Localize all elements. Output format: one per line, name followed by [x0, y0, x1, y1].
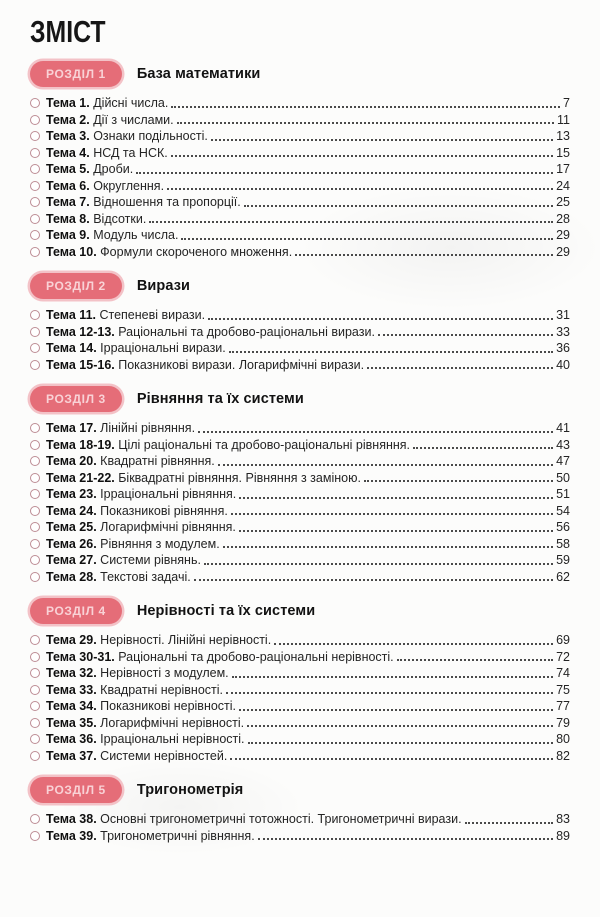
circle-checkbox-icon [30, 668, 40, 678]
dotted-leader [230, 758, 553, 760]
section-title: База математики [136, 65, 261, 82]
topic-page-number: 24 [556, 178, 570, 193]
topic-text: Показникові нерівності. [96, 699, 237, 713]
section-header [30, 385, 570, 412]
topic-label: Тема 28. [46, 569, 97, 584]
circle-checkbox-icon [30, 214, 40, 224]
topic-label: Тема 30-31. [46, 649, 115, 664]
dotted-leader [248, 742, 554, 744]
topic-text: Квадратні нерівності. [96, 682, 223, 697]
toc-row [30, 698, 570, 715]
circle-checkbox-icon [30, 310, 40, 320]
topic-label: Тема 25. [46, 520, 97, 534]
circle-checkbox-icon [30, 718, 40, 728]
topic-page-number: 33 [556, 324, 570, 339]
topic-page-number: 43 [556, 437, 570, 452]
topic-page-number: 15 [556, 145, 570, 160]
topic-label: Тема 21-22. [46, 470, 115, 485]
circle-checkbox-icon [30, 456, 40, 466]
topic-page-number: 29 [556, 244, 570, 259]
circle-checkbox-icon [30, 327, 40, 337]
topic-page-number: 40 [556, 357, 570, 372]
circle-checkbox-icon [30, 164, 40, 174]
dotted-leader [194, 579, 553, 581]
dotted-leader [181, 238, 553, 240]
topic-text: Формули скороченого множення. [96, 244, 293, 259]
dotted-leader [171, 155, 553, 157]
topic-text: Лінійні рівняння. [96, 421, 196, 435]
topic-page-number: 47 [556, 454, 570, 468]
topic-label: Тема 10. [46, 244, 97, 259]
topic-label: Тема 34. [46, 699, 97, 713]
topic-page-number: 28 [556, 211, 570, 226]
toc-row [30, 420, 570, 437]
topic-label: Тема 37. [46, 748, 97, 763]
topic-label: Тема 23. [46, 487, 97, 501]
dotted-leader [397, 659, 553, 661]
circle-checkbox-icon [30, 423, 40, 433]
section-header [30, 597, 570, 624]
topic-page-number: 51 [556, 487, 570, 501]
circle-checkbox-icon [30, 506, 40, 516]
dotted-leader [244, 205, 553, 207]
circle-checkbox-icon [30, 247, 40, 257]
topic-label: Тема 8. [46, 211, 90, 226]
toc-section [30, 60, 570, 260]
dotted-leader [211, 139, 553, 141]
circle-checkbox-icon [30, 555, 40, 565]
topic-label: Тема 5. [46, 162, 90, 176]
dotted-leader [465, 822, 554, 824]
dotted-leader [274, 643, 553, 645]
topic-label: Тема 36. [46, 732, 97, 746]
toc-row [30, 357, 570, 374]
topic-text: Показникові рівняння. [96, 503, 228, 518]
toc-row [30, 128, 570, 145]
dotted-leader [378, 334, 553, 336]
section-items [30, 420, 570, 585]
section-title: Нерівності та їх системи [136, 602, 316, 619]
topic-label: Тема 26. [46, 536, 97, 551]
topic-label: Тема 15-16. [46, 357, 115, 372]
topic-label: Тема 20. [46, 454, 97, 468]
toc-row [30, 682, 570, 699]
topic-label: Тема 11. [46, 308, 96, 322]
topic-label: Тема 32. [46, 666, 97, 680]
topic-page-number: 89 [556, 828, 570, 843]
topic-text: Квадратні рівняння. [96, 454, 215, 468]
topic-page-number: 83 [556, 812, 570, 826]
dotted-leader [204, 563, 553, 565]
topic-text: Логарифмічні рівняння. [96, 520, 236, 534]
toc-row [30, 194, 570, 211]
toc-section [30, 272, 570, 373]
toc-row [30, 731, 570, 748]
topic-page-number: 7 [563, 96, 570, 110]
topic-text: Цілі раціональні та дробово-раціональні рівняння. [114, 437, 411, 452]
circle-checkbox-icon [30, 148, 40, 158]
circle-checkbox-icon [30, 440, 40, 450]
toc-row [30, 470, 570, 487]
toc-row [30, 486, 570, 503]
toc-row [30, 324, 570, 341]
topic-page-number: 25 [556, 195, 570, 209]
toc-row [30, 244, 570, 261]
topic-label: Тема 24. [46, 503, 97, 518]
topic-text: НСД та НСК. [89, 145, 168, 160]
topic-page-number: 41 [556, 421, 570, 435]
section-badge [30, 386, 122, 412]
dotted-leader [177, 122, 554, 124]
section-title: Тригонометрія [136, 781, 244, 798]
dotted-leader [364, 480, 553, 482]
topic-page-number: 56 [556, 520, 570, 534]
topic-text: Модуль числа. [89, 228, 179, 242]
topic-text: Раціональні та дробово-раціональні нерівності. [114, 649, 394, 664]
circle-checkbox-icon [30, 635, 40, 645]
topic-page-number: 74 [556, 666, 570, 680]
section-items [30, 811, 570, 844]
toc-row [30, 437, 570, 454]
topic-page-number: 36 [556, 341, 570, 355]
toc-section [30, 776, 570, 844]
toc-row [30, 632, 570, 649]
section-badge-label: РОЗДІЛ 5 [46, 782, 106, 797]
dotted-leader [295, 254, 553, 256]
topic-text: Відсотки. [89, 211, 147, 226]
circle-checkbox-icon [30, 685, 40, 695]
section-badge-label: РОЗДІЛ 3 [46, 391, 106, 406]
circle-checkbox-icon [30, 115, 40, 125]
section-badge [30, 273, 122, 299]
dotted-leader [239, 709, 553, 711]
topic-text: Показникові вирази. Логарифмічні вирази. [114, 357, 365, 372]
circle-checkbox-icon [30, 131, 40, 141]
section-badge-label: РОЗДІЛ 4 [46, 603, 106, 618]
circle-checkbox-icon [30, 197, 40, 207]
toc-row [30, 519, 570, 536]
toc-section [30, 385, 570, 585]
topic-label: Тема 29. [46, 633, 97, 647]
topic-label: Тема 6. [46, 178, 90, 193]
section-badge [30, 598, 122, 624]
topic-page-number: 75 [556, 682, 570, 697]
dotted-leader [218, 464, 553, 466]
toc-row [30, 340, 570, 357]
topic-text: Ірраціональні нерівності. [96, 732, 245, 746]
topic-text: Тригонометричні рівняння. [96, 828, 255, 843]
section-badge-label: РОЗДІЛ 2 [46, 278, 106, 293]
circle-checkbox-icon [30, 181, 40, 191]
circle-checkbox-icon [30, 98, 40, 108]
topic-page-number: 29 [556, 228, 570, 242]
toc-row [30, 227, 570, 244]
dotted-leader [232, 676, 553, 678]
toc-row [30, 503, 570, 520]
toc-section [30, 597, 570, 764]
topic-text: Дії з числами. [89, 112, 174, 127]
topic-text: Системи рівнянь. [96, 553, 201, 567]
topic-text: Нерівності з модулем. [96, 666, 229, 680]
toc-row [30, 453, 570, 470]
sections [30, 60, 570, 844]
dotted-leader [247, 725, 553, 727]
section-badge [30, 61, 122, 87]
dotted-leader [413, 447, 553, 449]
toc-row [30, 536, 570, 553]
circle-checkbox-icon [30, 701, 40, 711]
topic-label: Тема 9. [46, 228, 90, 242]
toc-row [30, 828, 570, 845]
toc-row [30, 569, 570, 586]
dotted-leader [171, 106, 560, 108]
topic-label: Тема 18-19. [46, 437, 115, 452]
circle-checkbox-icon [30, 360, 40, 370]
topic-page-number: 82 [556, 748, 570, 763]
topic-page-number: 69 [556, 633, 570, 647]
topic-text: Рівняння з модулем. [96, 536, 220, 551]
section-header [30, 776, 570, 803]
topic-text: Степеневі вирази. [96, 308, 206, 322]
section-badge-label: РОЗДІЛ 1 [46, 66, 106, 81]
topic-text: Відношення та пропорції. [89, 195, 241, 209]
toc-row [30, 665, 570, 682]
topic-text: Дроби. [89, 162, 134, 176]
topic-text: Дійсні числа. [89, 96, 169, 110]
topic-page-number: 17 [556, 162, 570, 176]
topic-text: Ірраціональні рівняння. [96, 487, 237, 501]
section-title: Вирази [136, 277, 191, 294]
topic-page-number: 11 [557, 112, 570, 127]
topic-page-number: 80 [556, 732, 570, 746]
topic-label: Тема 33. [46, 682, 97, 697]
topic-page-number: 54 [556, 503, 570, 518]
dotted-leader [167, 188, 553, 190]
topic-page-number: 13 [556, 129, 570, 143]
circle-checkbox-icon [30, 230, 40, 240]
topic-text: Системи нерівностей. [96, 748, 228, 763]
topic-text: Округлення. [89, 178, 165, 193]
page-title: ЗМІСТ [30, 14, 106, 49]
dotted-leader [223, 546, 553, 548]
dotted-leader [226, 692, 553, 694]
section-header [30, 272, 570, 299]
toc-row [30, 649, 570, 666]
dotted-leader [136, 172, 553, 174]
topic-label: Тема 1. [46, 96, 90, 110]
dotted-leader [149, 221, 553, 223]
topic-label: Тема 12-13. [46, 324, 115, 339]
toc-row [30, 211, 570, 228]
topic-label: Тема 14. [46, 341, 97, 355]
toc-row [30, 307, 570, 324]
section-items [30, 307, 570, 373]
topic-text: Текстові задачі. [96, 569, 191, 584]
topic-label: Тема 4. [46, 145, 90, 160]
circle-checkbox-icon [30, 522, 40, 532]
section-items [30, 95, 570, 260]
topic-text: Основні тригонометричні тотожності. Тригонометричні вирази. [96, 812, 462, 826]
topic-text: Логарифмічні нерівності. [96, 715, 245, 730]
topic-label: Тема 2. [46, 112, 90, 127]
dotted-leader [208, 318, 553, 320]
circle-checkbox-icon [30, 489, 40, 499]
topic-text: Раціональні та дробово-раціональні вирази. [114, 324, 375, 339]
toc-row [30, 112, 570, 129]
circle-checkbox-icon [30, 652, 40, 662]
topic-label: Тема 38. [46, 812, 97, 826]
topic-page-number: 77 [556, 699, 570, 713]
circle-checkbox-icon [30, 473, 40, 483]
topic-page-number: 58 [556, 536, 570, 551]
toc-row [30, 811, 570, 828]
dotted-leader [239, 497, 553, 499]
toc-row [30, 95, 570, 112]
dotted-leader [231, 513, 553, 515]
topic-page-number: 59 [556, 553, 570, 567]
circle-checkbox-icon [30, 572, 40, 582]
circle-checkbox-icon [30, 343, 40, 353]
dotted-leader [258, 838, 553, 840]
section-header [30, 60, 570, 87]
circle-checkbox-icon [30, 814, 40, 824]
toc-row [30, 161, 570, 178]
topic-text: Біквадратні рівняння. Рівняння з заміною. [114, 470, 361, 485]
circle-checkbox-icon [30, 831, 40, 841]
circle-checkbox-icon [30, 539, 40, 549]
section-items [30, 632, 570, 764]
toc-row [30, 552, 570, 569]
topic-page-number: 31 [556, 308, 570, 322]
topic-text: Ознаки подільності. [89, 129, 208, 143]
topic-page-number: 72 [556, 649, 570, 664]
section-title: Рівняння та їх системи [136, 390, 304, 407]
circle-checkbox-icon [30, 734, 40, 744]
toc-row [30, 715, 570, 732]
topic-text: Ірраціональні вирази. [96, 341, 226, 355]
topic-label: Тема 27. [46, 553, 97, 567]
topic-label: Тема 7. [46, 195, 90, 209]
topic-page-number: 79 [556, 715, 570, 730]
topic-label: Тема 3. [46, 129, 90, 143]
topic-label: Тема 35. [46, 715, 97, 730]
topic-text: Нерівності. Лінійні нерівності. [96, 633, 272, 647]
topic-page-number: 50 [556, 470, 570, 485]
dotted-leader [239, 530, 553, 532]
topic-label: Тема 39. [46, 828, 97, 843]
circle-checkbox-icon [30, 751, 40, 761]
topic-page-number: 62 [556, 569, 570, 584]
topic-label: Тема 17. [46, 421, 97, 435]
dotted-leader [367, 367, 553, 369]
dotted-leader [229, 351, 553, 353]
toc-row [30, 145, 570, 162]
dotted-leader [198, 431, 553, 433]
toc-row [30, 178, 570, 195]
section-badge [30, 777, 122, 803]
toc-row [30, 748, 570, 765]
